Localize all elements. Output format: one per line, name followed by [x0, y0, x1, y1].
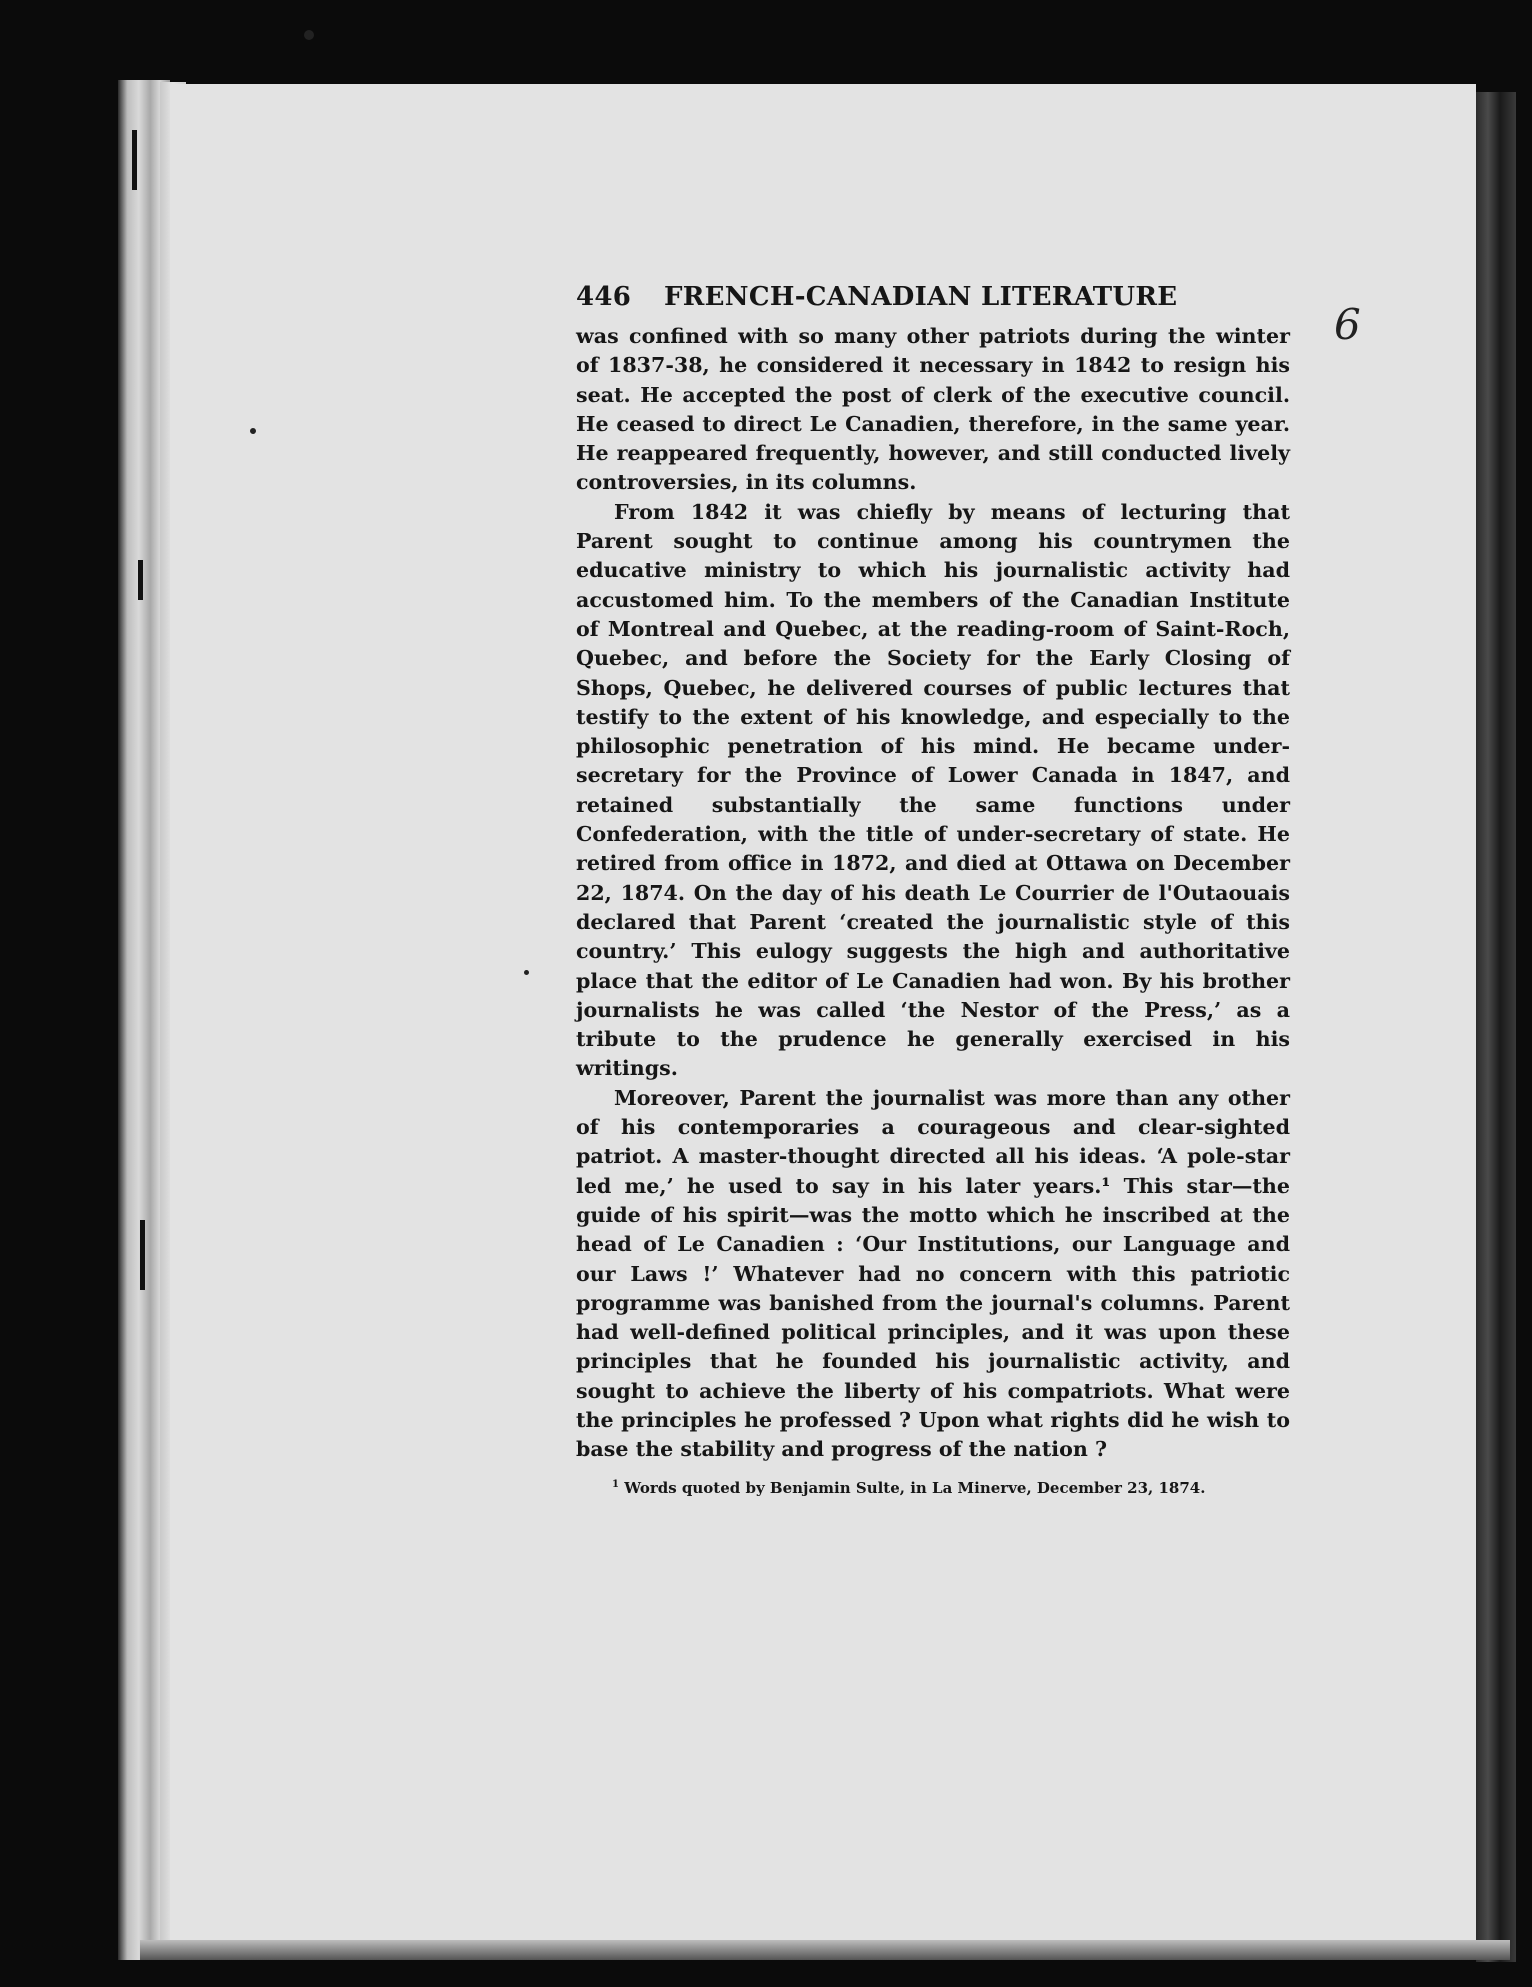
binding-mark	[138, 560, 143, 600]
text-block	[576, 276, 1290, 1499]
scan-speck	[304, 30, 314, 40]
paragraph: Moreover, Parent the journalist was more than any other of his contemporaries a courageous and clear-sighted patriot. A master-thought directed all his ideas. ‘A pole-star led me,’ he used to say in his later years.¹ This star—the guide of his spirit—was the motto which he inscribed at the head of Le Canadien : ‘Our Institutions, our Language and our Laws !’ Whatever had no concern with this patriotic programme was banished from the journal's columns. Parent had well-defined political principles, and it was upon these principles that he founded his journalistic activity, and sought to achieve the liberty of his compatriots. What were the principles he professed ? Upon what rights did he wish to base the stability and progress of the nation ?	[576, 1085, 1290, 1462]
book-right-edge	[1476, 92, 1516, 1962]
running-head	[576, 276, 1290, 316]
binding-mark	[140, 1220, 145, 1290]
binding-mark	[132, 130, 137, 190]
scan-speck	[250, 428, 256, 434]
paragraph: was confined with so many other patriots during the winter of 1837-38, he considered it necessary in 1842 to resign his seat. He accepted the post of clerk of the executive council. He ceased to direct Le Canadien, therefore, in the same year. He reappeared frequently, however, and still conducted lively controversies, in its columns.	[576, 324, 1290, 495]
running-title: FRENCH-CANADIAN LITERATURE	[664, 282, 1178, 312]
paragraph: From 1842 it was chiefly by means of lecturing that Parent sought to continue among his countrymen the educative ministry to which his journalistic activity had accustomed him. To the members of the Canadian Institute of Montreal and Quebec, at the reading-room of Saint-Roch, Quebec, and before the Society for the Early Closing of Shops, Quebec, he delivered courses of public lectures that testify to the extent of his knowledge, and especially to the philosophic penetration of his mind. He became under-secretary for the Province of Lower Canada in 1847, and retained substantially the same functions under Confederation, with the title of under-secretary of state. He retired from office in 1872, and died at Ottawa on December 22, 1874. On the day of his death Le Courrier de l'Outaouais declared that Parent ‘created the journalistic style of this country.’ This eulogy suggests the high and authoritative place that the editor of Le Canadien had won. By his brother journalists he was called ‘the Nestor of the Press,’ as a tribute to the prudence he generally exercised in his writings.	[576, 499, 1290, 1081]
handwritten-annotation: 6	[1334, 300, 1361, 349]
scan-speck	[524, 970, 529, 975]
footnote-marker: 1	[612, 1478, 619, 1490]
page-number: 446	[576, 282, 632, 312]
page-bottom-edge	[140, 1940, 1510, 1960]
footnote-text: Words quoted by Benjamin Sulte, in La Minerve, December 23, 1874.	[624, 1478, 1206, 1497]
footnote	[576, 1474, 1290, 1499]
